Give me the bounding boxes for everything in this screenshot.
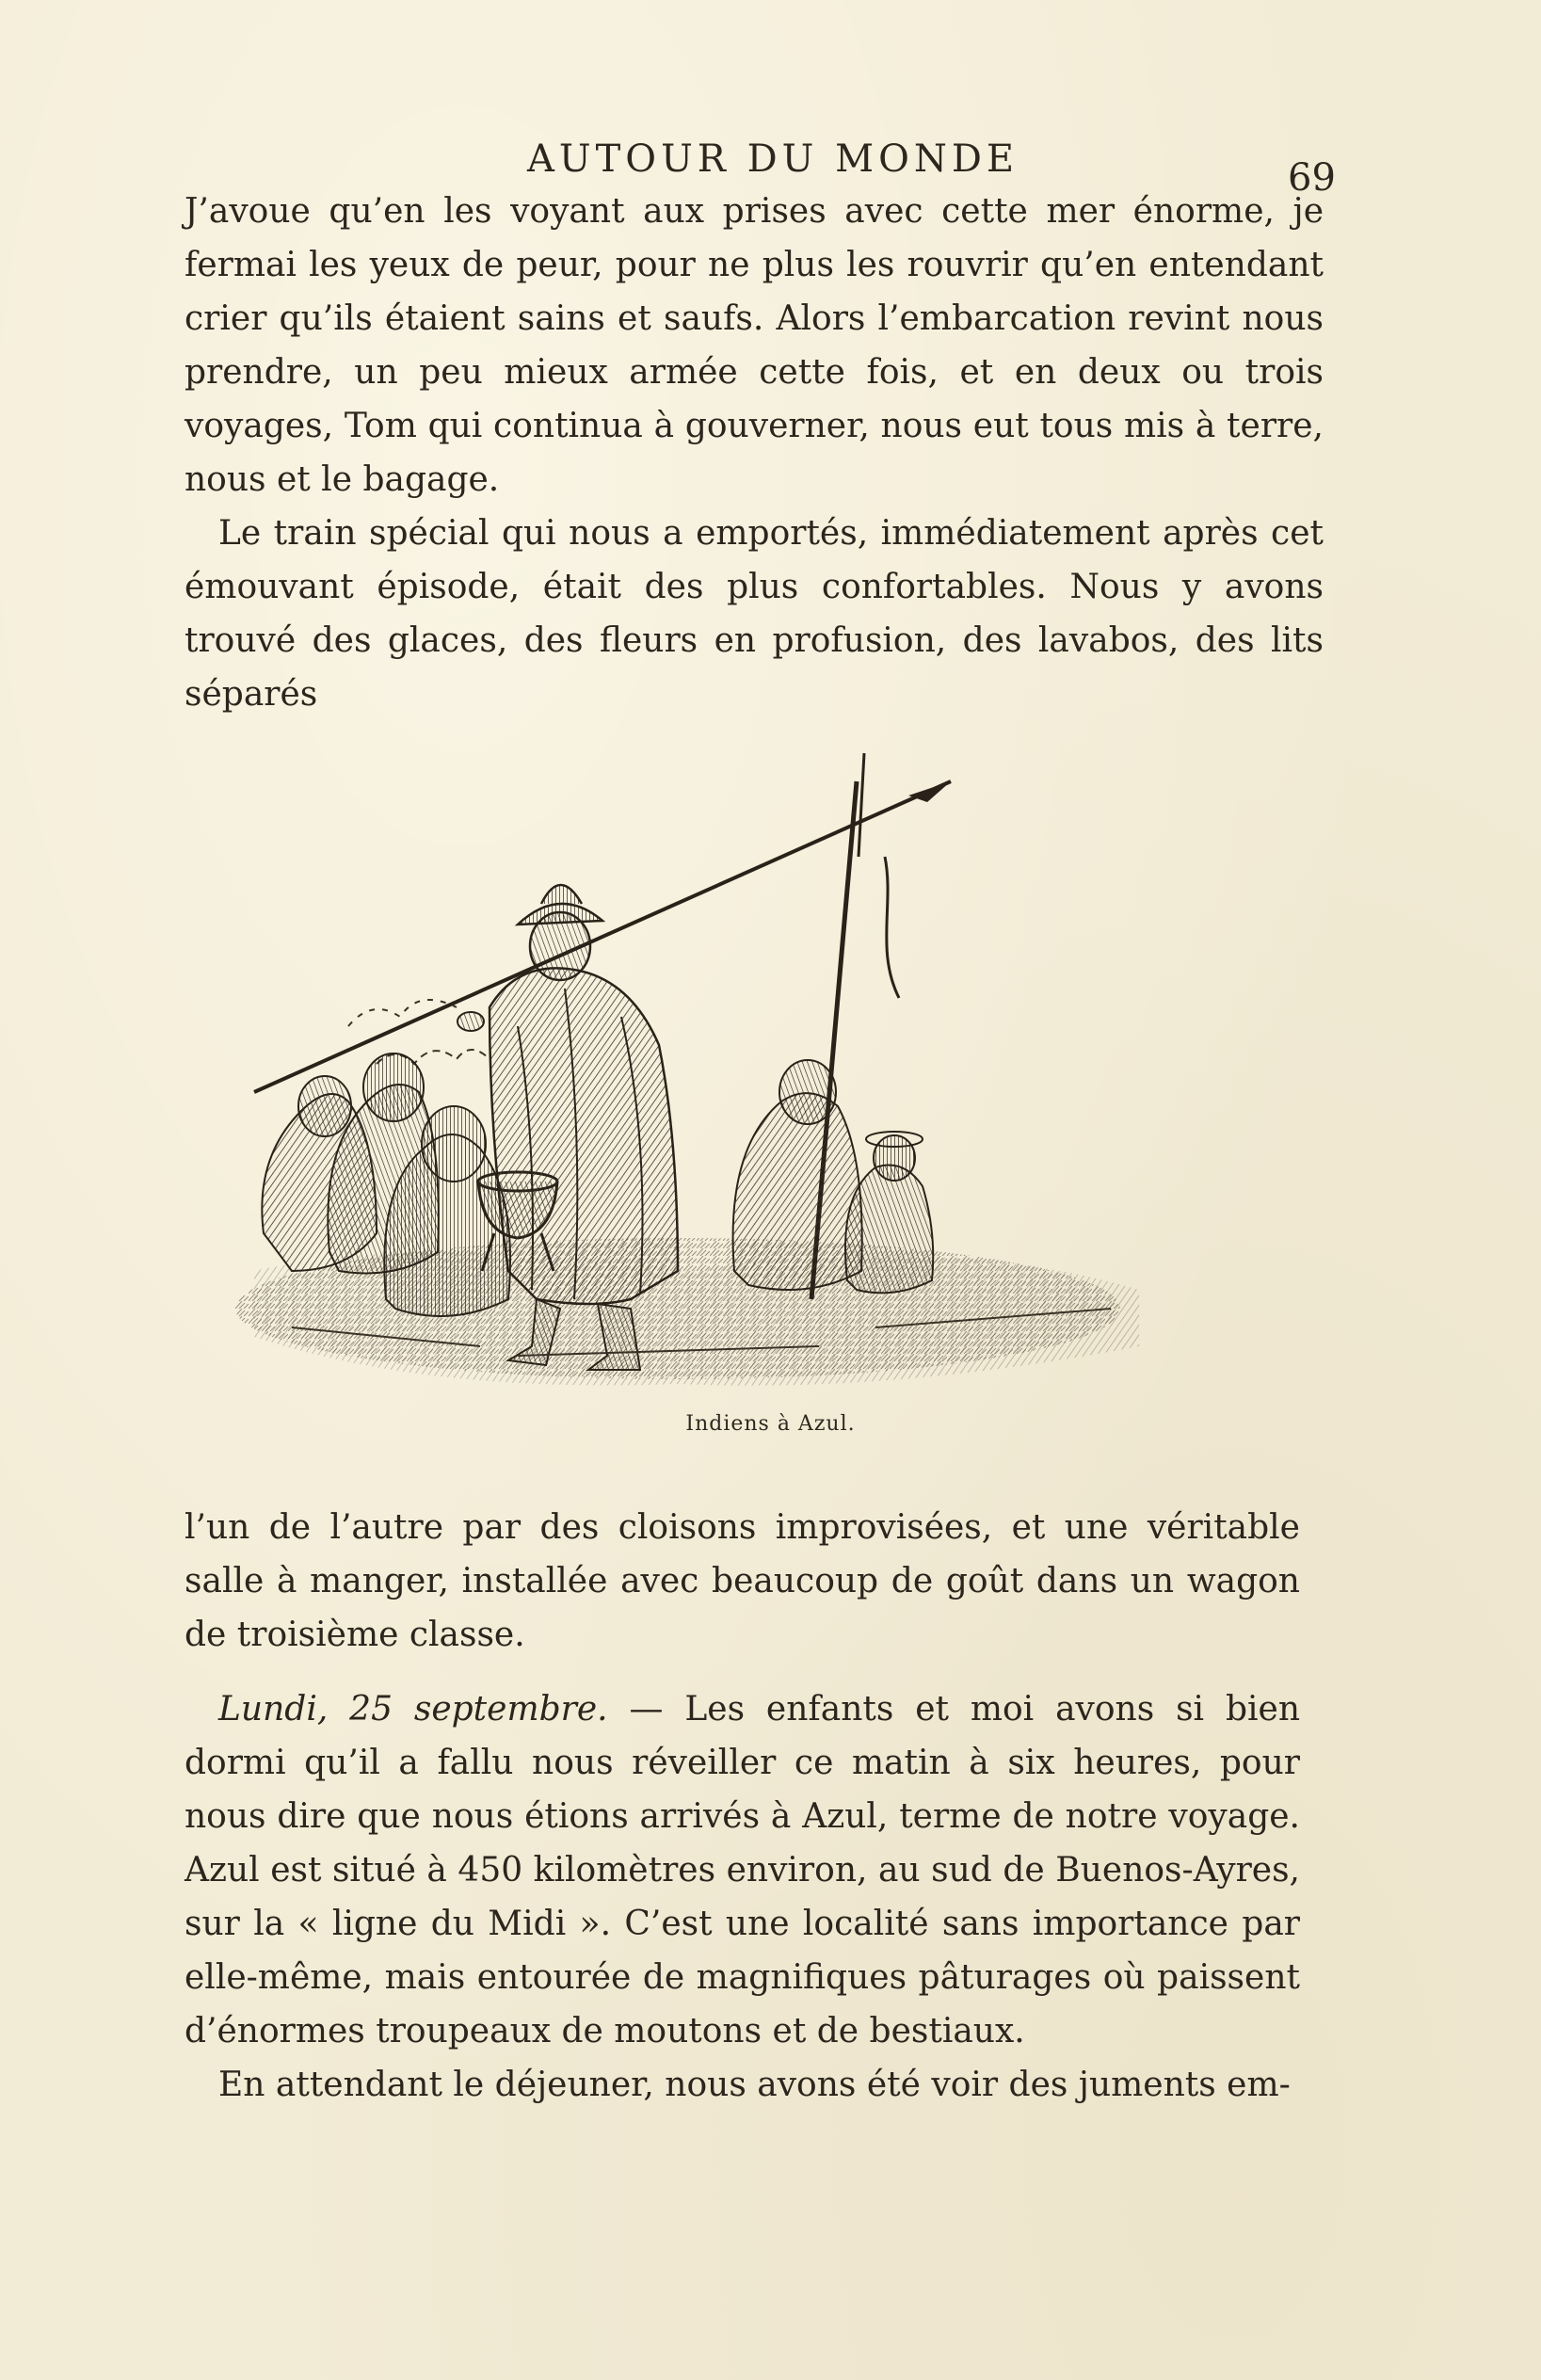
paragraph-2: Le train spécial qui nous a emportés, immédiatement après cet émouvant épisode, était des plus confortables. Nous y avons trouvé des glaces, des fleurs en profusion, des lavabos, des lits séparés [185, 514, 1324, 714]
bottom-text-block [185, 1501, 1300, 2112]
top-text-block [185, 185, 1324, 721]
page-number: 69 [1288, 156, 1336, 200]
continuation-paragraph: l’un de l’autre par des cloisons improvisées, et une véritable salle à manger, installée avec beaucoup de goût dans un wagon de troisième classe. [185, 1508, 1300, 1654]
engraving-illustration-icon [235, 744, 1167, 1393]
dated-paragraph [185, 1682, 1300, 2058]
date-label: Lundi, 25 septembre. [218, 1690, 608, 1729]
engraving-illustration [235, 744, 1167, 1393]
figure-caption: Indiens à Azul. [685, 1412, 856, 1436]
last-paragraph: En attendant le déjeuner, nous avons été voir des juments em- [218, 2066, 1291, 2104]
dated-paragraph-text: — Les enfants et moi avons si bien dormi qu’il a fallu nous réveiller ce matin à six heures, pour nous dire que nous étions arrivés à Azul, terme de notre voyage. Azul est situé à 450 kilomètres environ, au sud de Buenos-Ayres, sur la « ligne du Midi ». C’est une localité sans importance par elle-même, mais entourée de magnifiques pâturages où paissent d’énormes troupeaux de moutons et de bestiaux. [185, 1690, 1300, 2050]
running-head: AUTOUR DU MONDE [527, 137, 1019, 181]
paragraph-1: J’avoue qu’en les voyant aux prises avec cette mer énorme, je fermai les yeux de peur, pour ne plus les rouvrir qu’en entendant crier qu’ils étaient sains et saufs. Alors l’embarcation revint nous prendre, un peu mieux armée cette fois, et en deux ou trois voyages, Tom qui continua à gouverner, nous eut tous mis à terre, nous et le bagage. [185, 192, 1324, 499]
